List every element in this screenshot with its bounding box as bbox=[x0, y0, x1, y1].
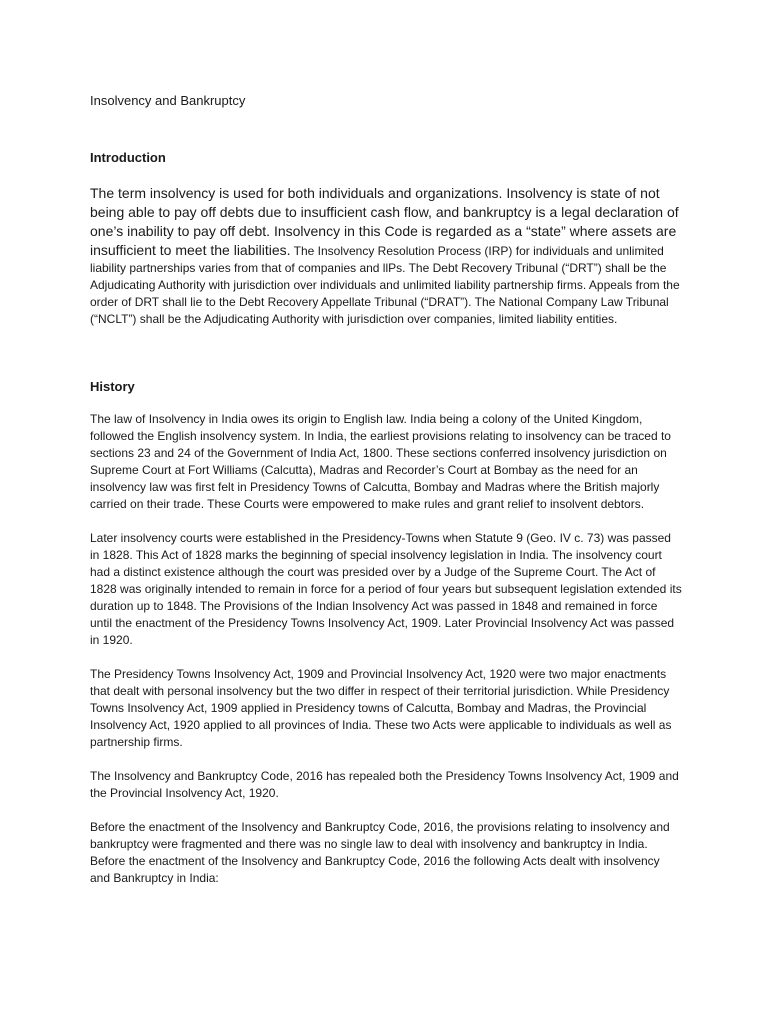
introduction-rest-text: The Insolvency Resolution Process (IRP) for individuals and unlimited liability partnerships varies from that of companies and llPs. The Debt Recovery Tribunal (“DRT”) shall be the Adjudicating Authority with jurisdiction over individuals and unlimited liability partnership firms. Appeals from the order of DRT shall lie to the Debt Recovery Appellate Tribunal (“DRAT”). The National Company Law Tribunal (“NCLT”) shall be the Adjudicating Authority with jurisdiction over companies, limited liability entities. bbox=[90, 244, 680, 326]
history-paragraph-1: The law of Insolvency in India owes its origin to English law. India being a colony of the United Kingdom, followed the English insolvency system. In India, the earliest provisions relating to insolvency can be traced to sections 23 and 24 of the Government of India Act, 1800. These sections conferred insolvency jurisdiction on Supreme Court at Fort Williams (Calcutta), Madras and Recorder’s Court at Bombay as the need for an insolvency law was first felt in Presidency Towns of Calcutta, Bombay and Madras where the British majorly carried on their trade. These Courts were empowered to make rules and grant relief to insolvent debtors. bbox=[90, 412, 671, 511]
document-body bbox=[90, 92, 682, 887]
introduction-heading: Introduction bbox=[90, 150, 166, 165]
history-heading: History bbox=[90, 379, 135, 394]
document-title: Insolvency and Bankruptcy bbox=[90, 93, 246, 108]
history-paragraph-4: The Insolvency and Bankruptcy Code, 2016 has repealed both the Presidency Towns Insolvency Act, 1909 and the Provincial Insolvency Act, 1920. bbox=[90, 769, 679, 800]
history-paragraph-3: The Presidency Towns Insolvency Act, 1909 and Provincial Insolvency Act, 1920 were two major enactments that dealt with personal insolvency but the two differ in respect of their territorial jurisdiction. While Presidency Towns Insolvency Act, 1909 applied in Presidency towns of Calcutta, Bombay and Madras, the Provincial Insolvency Act, 1920 applied to all provinces of India. These two Acts were applicable to individuals as well as partnership firms. bbox=[90, 667, 672, 749]
history-paragraph-2: Later insolvency courts were established in the Presidency-Towns when Statute 9 (Geo. IV c. 73) was passed in 1828. This Act of 1828 marks the beginning of special insolvency legislation in India. The insolvency court had a distinct existence although the court was presided over by a Judge of the Supreme Court. The Act of 1828 was originally intended to remain in force for a period of four years but subsequent legislation extended its duration up to 1848. The Provisions of the Indian Insolvency Act was passed in 1848 and remained in force until the enactment of the Presidency Towns Insolvency Act, 1909. Later Provincial Insolvency Act was passed in 1920. bbox=[90, 531, 682, 647]
history-paragraph-5: Before the enactment of the Insolvency and Bankruptcy Code, 2016, the provisions relating to insolvency and bankruptcy were fragmented and there was no single law to deal with insolvency and bankruptcy in India. Before the enactment of the Insolvency and Bankruptcy Code, 2016 the following Acts dealt with insolvency and Bankruptcy in India: bbox=[90, 820, 670, 885]
introduction-paragraph bbox=[90, 184, 682, 328]
introduction-lead-text: The term insolvency is used for both individuals and organizations. Insolvency is state of not being able to pay off debts due to insufficient cash flow, and bankruptcy is a legal declaration of one’s inability to pay off debt. Insolvency in this Code is regarded as a “state” where assets are insufficient to meet the liabilities. bbox=[90, 185, 679, 258]
